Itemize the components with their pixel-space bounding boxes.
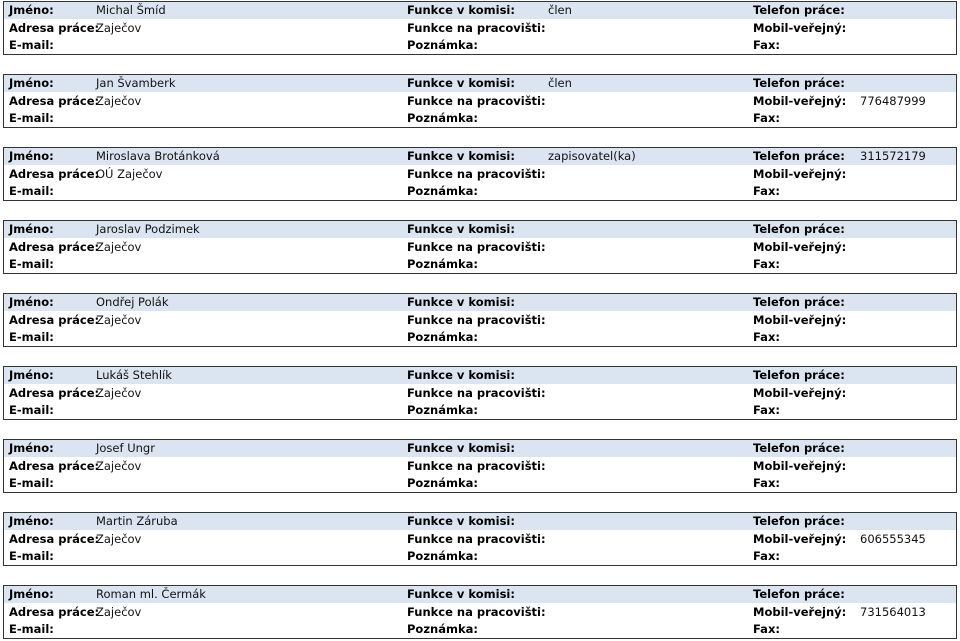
name-label: Jméno: [9,3,54,17]
note-label: Poznámka: [407,38,478,52]
address-label: Adresa práce: [9,167,100,181]
work-phone-label: Telefon práce: [753,587,845,601]
workplace-role-label: Funkce na pracovišti: [407,459,546,473]
email-label: E-mail: [9,403,54,417]
address-label: Adresa práce: [9,94,100,108]
committee-role-value: člen [548,76,572,90]
email-label: E-mail: [9,257,54,271]
address-value: Zaječov [96,459,142,473]
email-label: E-mail: [9,111,54,125]
member-row-primary [4,2,956,19]
workplace-role-label: Funkce na pracovišti: [407,386,546,400]
member-row-primary [4,221,956,238]
address-value: Zaječov [96,94,142,108]
work-phone-label: Telefon práce: [753,295,845,309]
fax-label: Fax: [753,403,780,417]
address-value: Zaječov [96,532,142,546]
address-value: Zaječov [96,386,142,400]
member-card [3,439,957,493]
name-label: Jméno: [9,222,54,236]
note-label: Poznámka: [407,257,478,271]
address-label: Adresa práce: [9,313,100,327]
member-row-tertiary [4,475,956,492]
address-value: Zaječov [96,21,142,35]
workplace-role-label: Funkce na pracovišti: [407,605,546,619]
member-card [3,512,957,566]
member-card [3,366,957,420]
name-label: Jméno: [9,149,54,163]
workplace-role-label: Funkce na pracovišti: [407,240,546,254]
name-label: Jméno: [9,368,54,382]
fax-label: Fax: [753,476,780,490]
member-card [3,147,957,201]
work-phone-label: Telefon práce: [753,368,845,382]
work-phone-label: Telefon práce: [753,222,845,236]
mobile-value: 776487999 [860,94,926,108]
workplace-role-label: Funkce na pracovišti: [407,167,546,181]
member-row-primary [4,513,956,530]
member-row-primary [4,586,956,603]
name-label: Jméno: [9,587,54,601]
mobile-label: Mobil-veřejný: [753,386,847,400]
name-value: Josef Ungr [96,441,155,455]
member-card [3,293,957,347]
member-row-primary [4,75,956,92]
member-row-secondary [4,239,956,256]
work-phone-value: 311572179 [860,149,926,163]
name-label: Jméno: [9,514,54,528]
name-value: Ondřej Polák [96,295,169,309]
name-value: Lukáš Stehlík [96,368,172,382]
committee-role-label: Funkce v komisi: [407,295,515,309]
fax-label: Fax: [753,257,780,271]
workplace-role-label: Funkce na pracovišti: [407,94,546,108]
member-card [3,74,957,128]
mobile-label: Mobil-veřejný: [753,167,847,181]
member-card [3,585,957,639]
name-value: Jan Švamberk [96,76,176,90]
address-value: OÚ Zaječov [96,167,163,181]
committee-role-label: Funkce v komisi: [407,441,515,455]
member-row-secondary [4,458,956,475]
member-row-primary [4,367,956,384]
fax-label: Fax: [753,38,780,52]
note-label: Poznámka: [407,403,478,417]
committee-role-label: Funkce v komisi: [407,76,515,90]
member-row-tertiary [4,329,956,346]
mobile-label: Mobil-veřejný: [753,459,847,473]
note-label: Poznámka: [407,330,478,344]
member-row-tertiary [4,110,956,127]
member-row-tertiary [4,37,956,54]
member-card [3,1,957,55]
work-phone-label: Telefon práce: [753,514,845,528]
name-value: Miroslava Brotánková [96,149,220,163]
name-value: Martin Záruba [96,514,178,528]
member-row-tertiary [4,256,956,273]
name-label: Jméno: [9,76,54,90]
fax-label: Fax: [753,549,780,563]
address-label: Adresa práce: [9,240,100,254]
address-label: Adresa práce: [9,605,100,619]
fax-label: Fax: [753,622,780,636]
committee-role-label: Funkce v komisi: [407,222,515,236]
mobile-label: Mobil-veřejný: [753,532,847,546]
committee-role-label: Funkce v komisi: [407,149,515,163]
name-value: Michal Šmíd [96,3,166,17]
address-value: Zaječov [96,605,142,619]
committee-role-value: člen [548,3,572,17]
committee-role-label: Funkce v komisi: [407,3,515,17]
email-label: E-mail: [9,184,54,198]
name-label: Jméno: [9,441,54,455]
note-label: Poznámka: [407,111,478,125]
committee-role-label: Funkce v komisi: [407,514,515,528]
address-value: Zaječov [96,313,142,327]
member-row-tertiary [4,548,956,565]
committee-role-label: Funkce v komisi: [407,587,515,601]
member-row-secondary [4,93,956,110]
member-row-tertiary [4,402,956,419]
member-row-secondary [4,166,956,183]
work-phone-label: Telefon práce: [753,76,845,90]
fax-label: Fax: [753,184,780,198]
committee-role-value: zapisovatel(ka) [548,149,636,163]
member-row-secondary [4,312,956,329]
fax-label: Fax: [753,111,780,125]
member-row-primary [4,294,956,311]
member-row-primary [4,148,956,165]
address-label: Adresa práce: [9,386,100,400]
email-label: E-mail: [9,330,54,344]
note-label: Poznámka: [407,549,478,563]
note-label: Poznámka: [407,184,478,198]
work-phone-label: Telefon práce: [753,441,845,455]
member-row-tertiary [4,621,956,638]
mobile-label: Mobil-veřejný: [753,605,847,619]
address-label: Adresa práce: [9,21,100,35]
work-phone-label: Telefon práce: [753,149,845,163]
mobile-value: 606555345 [860,532,926,546]
workplace-role-label: Funkce na pracovišti: [407,21,546,35]
member-card [3,220,957,274]
mobile-label: Mobil-veřejný: [753,94,847,108]
workplace-role-label: Funkce na pracovišti: [407,532,546,546]
mobile-value: 731564013 [860,605,926,619]
address-value: Zaječov [96,240,142,254]
email-label: E-mail: [9,622,54,636]
note-label: Poznámka: [407,622,478,636]
fax-label: Fax: [753,330,780,344]
member-row-tertiary [4,183,956,200]
work-phone-label: Telefon práce: [753,3,845,17]
member-row-secondary [4,20,956,37]
member-row-secondary [4,604,956,621]
email-label: E-mail: [9,549,54,563]
name-value: Jaroslav Podzimek [96,222,200,236]
note-label: Poznámka: [407,476,478,490]
member-row-secondary [4,531,956,548]
member-row-primary [4,440,956,457]
email-label: E-mail: [9,38,54,52]
address-label: Adresa práce: [9,459,100,473]
email-label: E-mail: [9,476,54,490]
member-row-secondary [4,385,956,402]
mobile-label: Mobil-veřejný: [753,21,847,35]
mobile-label: Mobil-veřejný: [753,240,847,254]
address-label: Adresa práce: [9,532,100,546]
workplace-role-label: Funkce na pracovišti: [407,313,546,327]
name-label: Jméno: [9,295,54,309]
mobile-label: Mobil-veřejný: [753,313,847,327]
name-value: Roman ml. Čermák [96,587,206,601]
committee-role-label: Funkce v komisi: [407,368,515,382]
